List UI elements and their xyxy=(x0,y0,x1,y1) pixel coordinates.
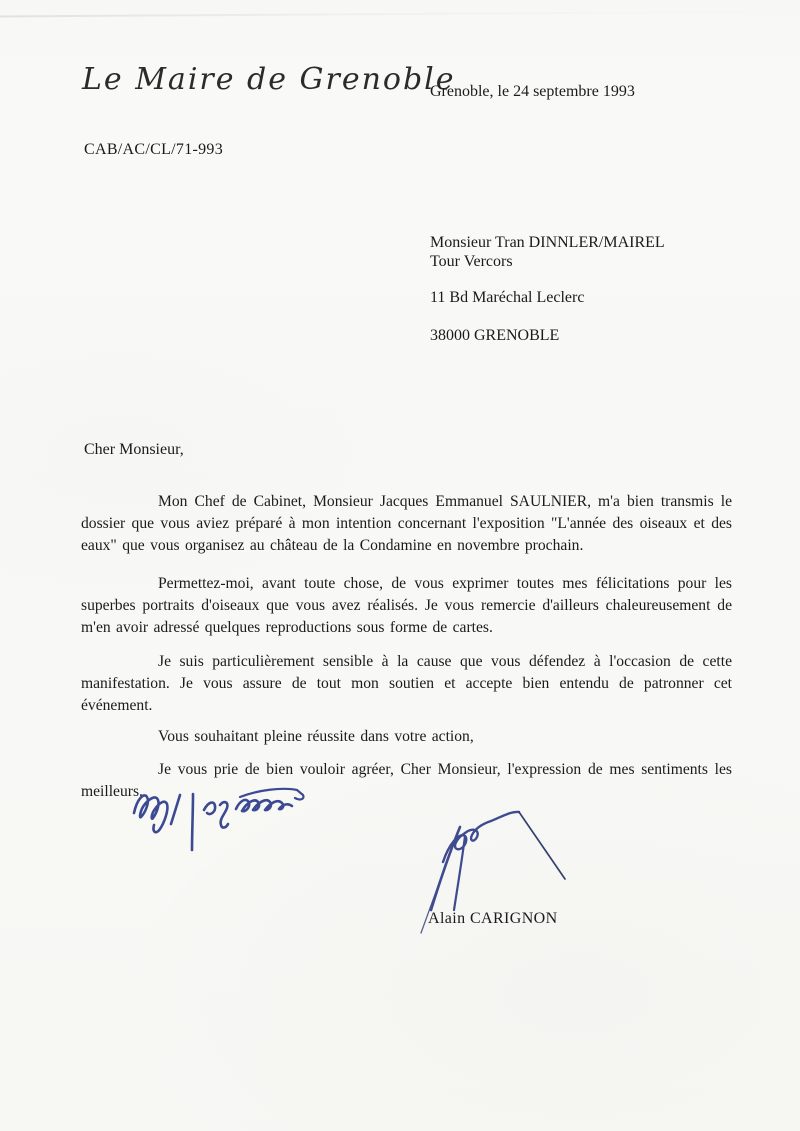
recipient-city: 38000 GRENOBLE xyxy=(430,327,560,344)
paragraph-5: Je vous prie de bien vouloir agréer, Cher Monsieur, l'expression de mes sentiments les meilleurs. xyxy=(81,761,732,800)
recipient-block xyxy=(430,233,665,345)
reference-number: CAB/AC/CL/71-993 xyxy=(84,141,224,158)
signer-name: Alain CARIGNON xyxy=(428,910,558,927)
date-line: Grenoble, le 24 septembre 1993 xyxy=(430,83,635,100)
recipient-street: 11 Bd Maréchal Leclerc xyxy=(430,289,585,306)
paragraph-3: Je suis particulièrement sensible à la cause que vous défendez à l'occasion de cette manifestation. Je vous assure de tout mon soutien et accepte bien entendu de patronner cet événement. xyxy=(81,653,732,714)
handwritten-annotation xyxy=(120,783,320,861)
scan-crease xyxy=(0,11,800,18)
recipient-name: Monsieur Tran DINNLER/MAIREL xyxy=(430,234,665,251)
paragraph-1: Mon Chef de Cabinet, Monsieur Jacques Emmanuel SAULNIER, m'a bien transmis le dossier que vous aviez préparé à mon intention concernant l'exposition "L'année des oiseaux et des eaux" que vous organisez au château de la Condamine en novembre prochain. xyxy=(81,493,732,554)
sender-title: Le Maire de Grenoble xyxy=(82,62,456,97)
salutation: Cher Monsieur, xyxy=(84,441,184,458)
paragraph-2: Permettez-moi, avant toute chose, de vous exprimer toutes mes félicitations pour les superbes portraits d'oiseaux que vous avez réalisés. Je vous remercie d'ailleurs chaleureusement de m'en avoir adressé quelques reproductions sous forme de cartes. xyxy=(81,575,732,636)
paragraph-4: Vous souhaitant pleine réussite dans votre action, xyxy=(158,728,474,745)
recipient-building: Tour Vercors xyxy=(430,253,513,270)
